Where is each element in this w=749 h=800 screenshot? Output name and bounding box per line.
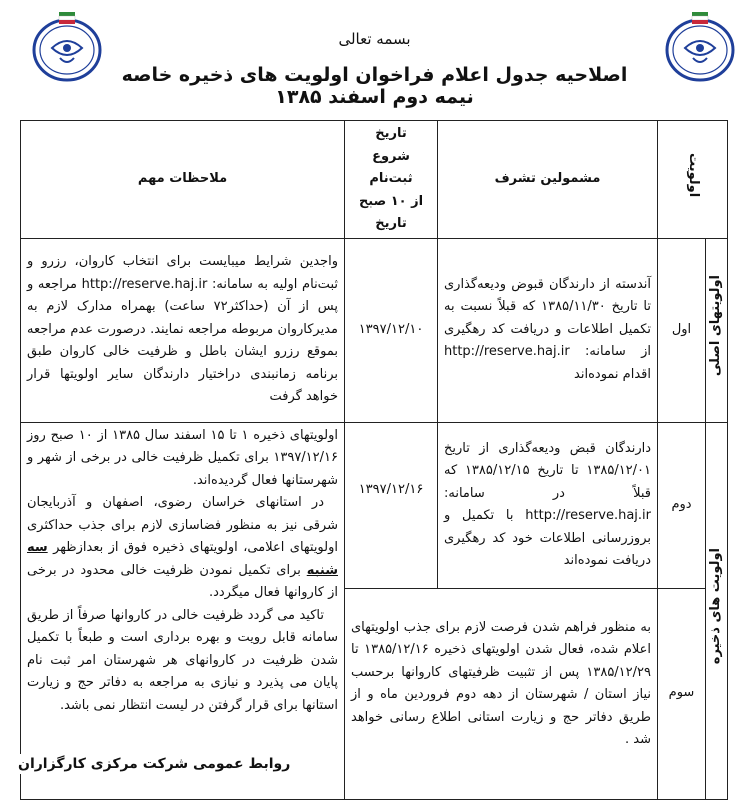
table-row xyxy=(21,422,728,588)
priority-rank: سوم xyxy=(658,588,706,799)
reserve-note-paragraph: تاکید می گردد ظرفیت خالی در کاروانها صرفاً از طریق سامانه قابل رویت و بهره برداری است و طبعاً با تکمیل شدن ظرفیت در کاروانهای هر شهرستان امر ثبت نام پایان می پذیرد و نیازی به مراجعه به دفاتر حج و زیارت استانها برای قرار گرفتن در لیست انتظار نمی باشد. xyxy=(27,607,338,713)
start-date-cell: ۱۳۹۷/۱۲/۱۶ xyxy=(345,422,438,588)
group-label-reserve: اولویت های ذخیره xyxy=(706,422,728,799)
page-title: اصلاحیه جدول اعلام فراخوان اولویت های ذخیره خاصه نیمه دوم اسفند ۱۳۸۵ xyxy=(121,64,628,108)
notes-cell: واجدین شرایط میبایست برای انتخاب کاروان، رزرو و ثبت‌نام اولیه به سامانه: http://reserve.haj.ir مراجعه و پس از آن (حداکثر۷۲ ساعت) بهمراه مدارک لازم به مدیرکاروان مربوطه مراجعه نمایند. درصورت عدم مراجعه بموقع رزرو ایشان باطل و ظرفیت خالی کاروان طبق برنامه زمانبندی دراختیار دارندگان سایر اولویتها قرار خواهد گرفت xyxy=(21,238,345,422)
reserve-notes-cell xyxy=(21,422,345,799)
start-date-cell: ۱۳۹۷/۱۲/۱۰ xyxy=(345,238,438,422)
highlight-day: سه شنبه xyxy=(27,540,338,578)
table-header-row xyxy=(21,121,728,239)
reserve-note-paragraph: در استانهای خراسان رضوی، اصفهان و آذربایجان شرقی نیز به منظور فضاسازی لازم برای جذب حداکثری اولویتهای اعلامی، اولویتهای ذخیره فوق از بعدازظهر سه شنبه برای تکمیل نمودن ظرفیت خالی محدود در برخی از کاروانها فعال میگردد. xyxy=(27,495,339,600)
merged-info-cell: به منظور فراهم شدن فرصت لازم برای جذب اولویتهای اعلام شده، فعال شدن اولویتهای ذخیره ۱۳۸۵/۱۲/۱۶ تا ۱۳۸۵/۱۲/۲۹ پس از تثبیت ظرفیتهای کاروانها برحسب نیاز استان / شهرستان از دهه دوم فروردین ماه و از طریق دفاتر حج و زیارت استانی اطلاع رسانی خواهد شد . xyxy=(345,588,658,799)
priority-rank: اول xyxy=(658,238,706,422)
priority-table xyxy=(20,120,728,800)
table-row xyxy=(21,238,728,422)
col-header-eligible: مشمولین تشرف xyxy=(438,121,658,239)
eligible-cell: آندسته از دارندگان قبوض ودیعه‌گذاری تا تاریخ ۱۳۸۵/۱۱/۳۰ که قبلاً نسبت به تکمیل اطلاعات و دریافت کد رهگیری از سامانه: http://reserve.haj.ir اقدام نموده‌اند xyxy=(438,238,658,422)
group-label-main: اولویتهای اصلی xyxy=(706,238,728,422)
footer-signature: روابط عمومی شرکت مرکزی کارگزاران xyxy=(14,754,294,774)
col-header-date: تاریخ شروع ثبت‌نام از ۱۰ صبح تاریخ xyxy=(345,121,438,239)
eligible-cell: دارندگان قبض ودیعه‌گذاری از تاریخ ۱۳۸۵/۱۲/۰۱ تا تاریخ ۱۳۸۵/۱۲/۱۵ که قبلاً در سامانه: http://reserve.haj.ir با تکمیل و بروزرسانی اطلاعات خود کد رهگیری دریافت نموده‌اند xyxy=(438,422,658,588)
col-header-priority: اولویت xyxy=(658,121,728,239)
reserve-note-paragraph: اولویتهای ذخیره ۱ تا ۱۵ اسفند سال ۱۳۸۵ از ۱۰ صبح روز ۱۳۹۷/۱۲/۱۶ برای تکمیل ظرفیت خالی در برخی از شهر و شهرستانها فعال گردیده‌اند. xyxy=(27,427,339,488)
basmala: بسمه تعالی xyxy=(338,30,411,48)
priority-rank: دوم xyxy=(658,422,706,588)
col-header-notes: ملاحظات مهم xyxy=(21,121,345,239)
